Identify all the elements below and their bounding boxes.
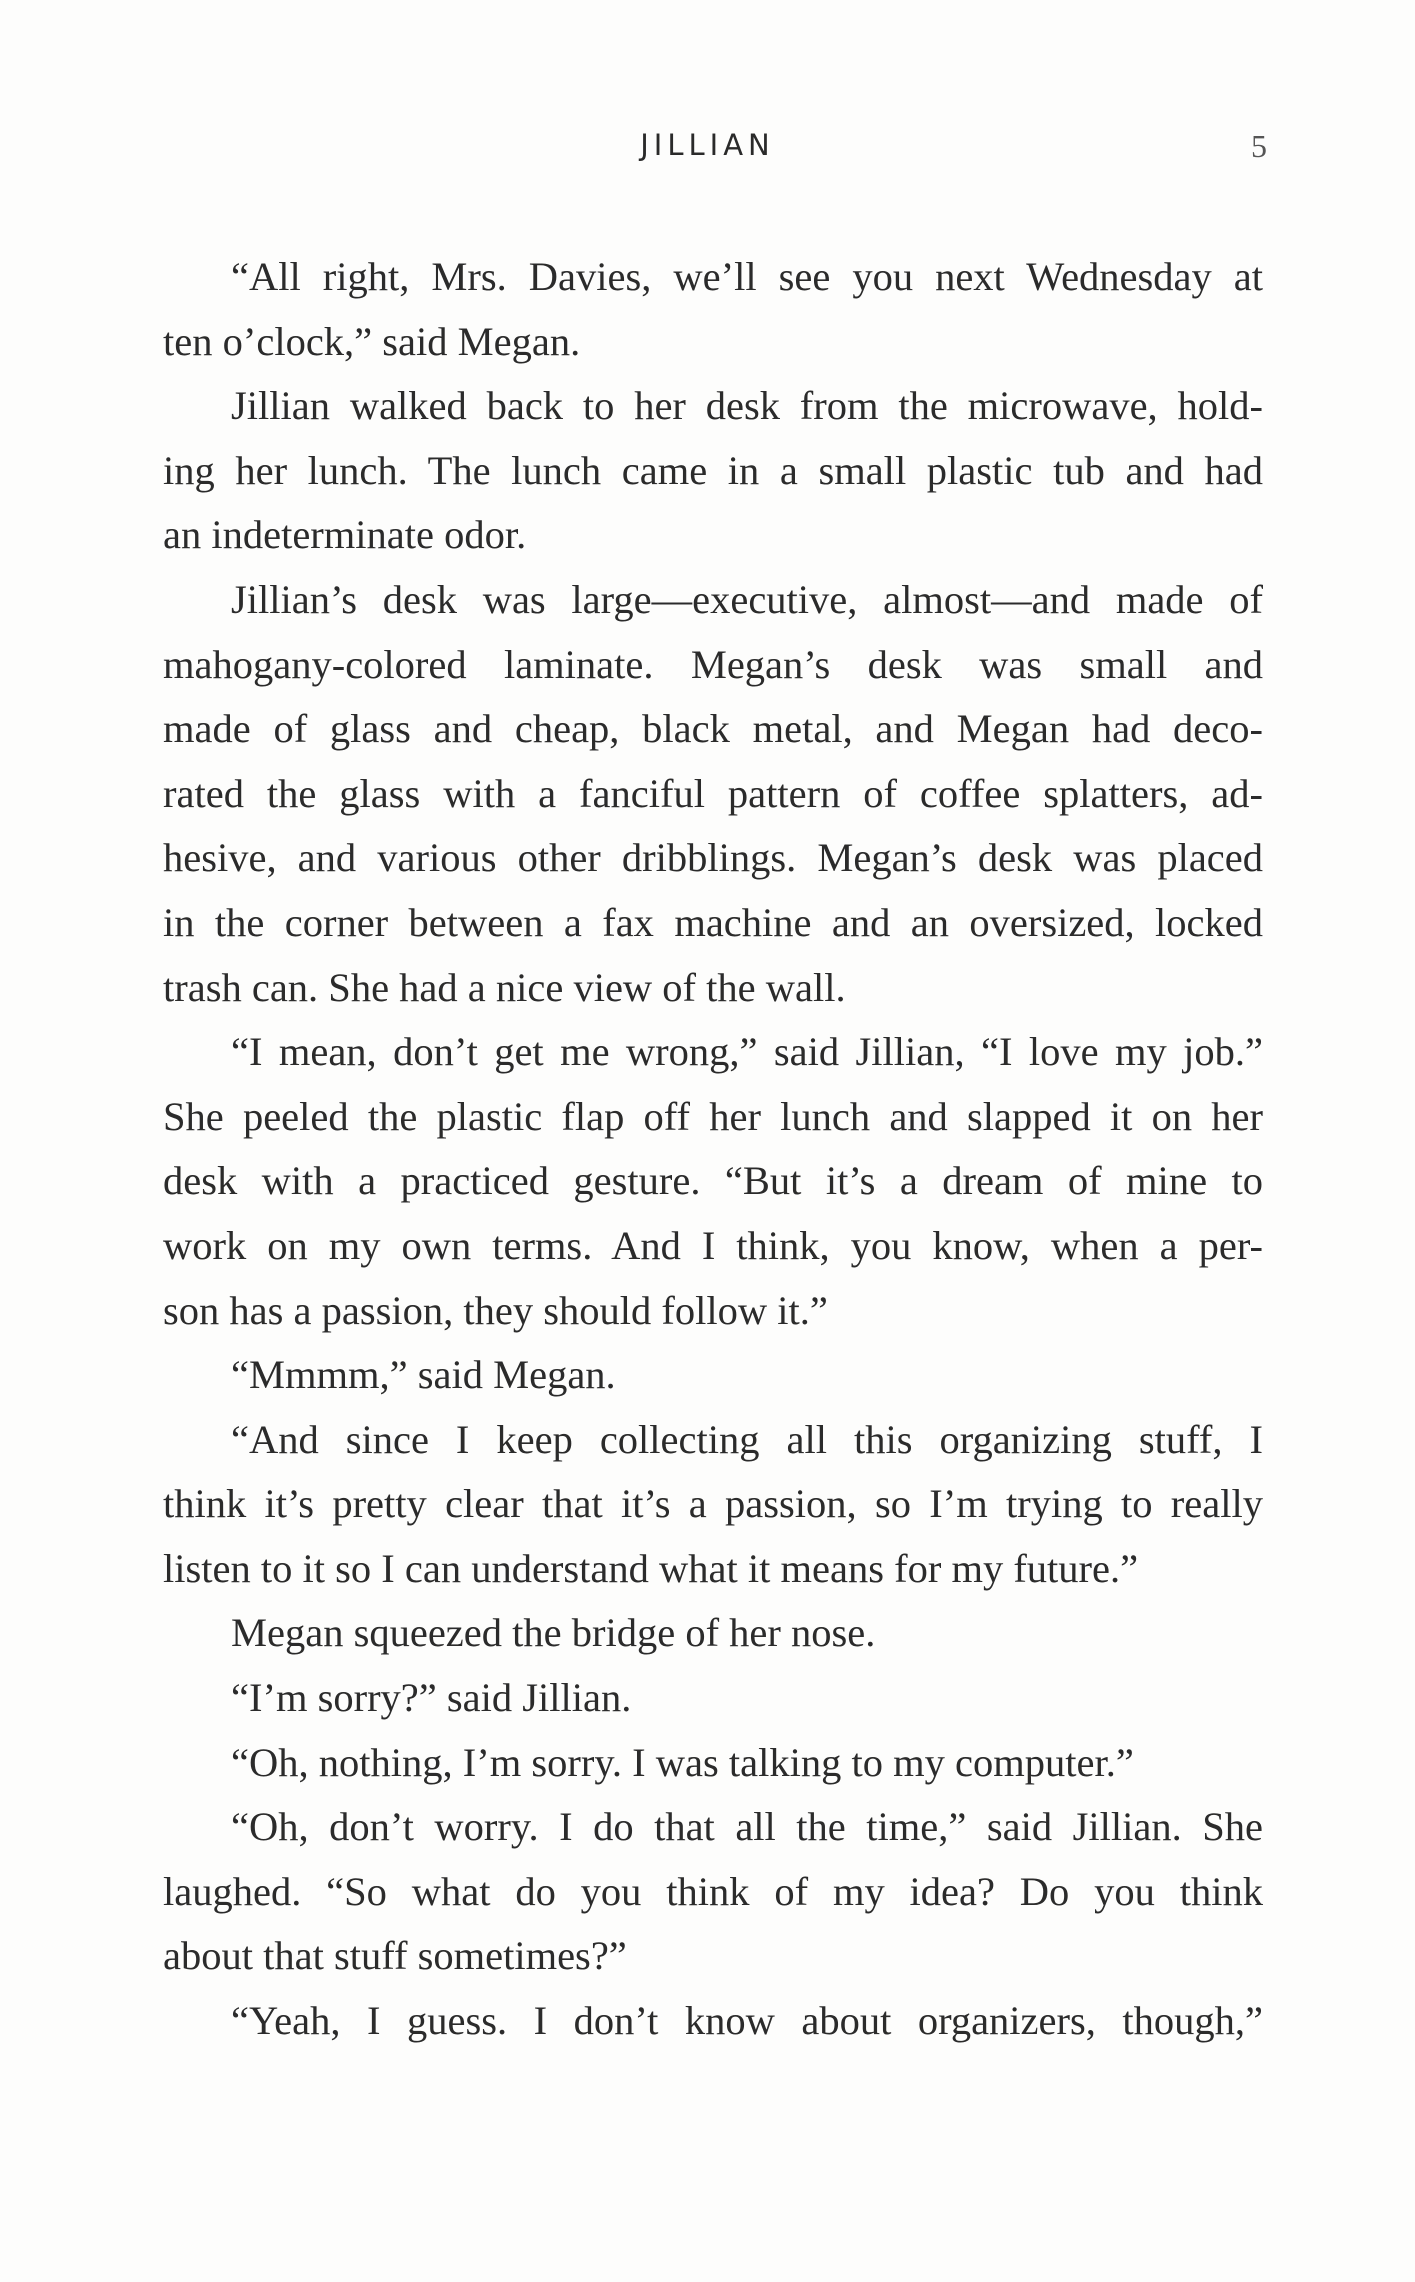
text-line: ing her lunch. The lunch came in a small plastic tub and had [163, 447, 1263, 493]
text-line: rated the glass with a fanciful pattern of coffee splatters, ad- [163, 770, 1263, 816]
text-line: trash can. She had a nice view of the wall. [163, 964, 846, 1010]
text-line: She peeled the plastic flap off her lunch and slapped it on her [163, 1093, 1263, 1139]
text-line: mahogany-colored laminate. Megan’s desk was small and [163, 641, 1263, 687]
text-line: laughed. “So what do you think of my idea? Do you think [163, 1868, 1263, 1914]
text-line: think it’s pretty clear that it’s a passion, so I’m trying to really [163, 1481, 1263, 1527]
text-line: made of glass and cheap, black metal, and Megan had deco- [163, 706, 1263, 752]
text-line: “Mmmm,” said Megan. [231, 1352, 616, 1398]
text-line: “All right, Mrs. Davies, we’ll see you next Wednesday at [231, 254, 1263, 299]
text-line: work on my own terms. And I think, you know, when a per- [163, 1222, 1263, 1268]
text-line: “I’m sorry?” said Jillian. [231, 1675, 632, 1721]
text-line: “Oh, nothing, I’m sorry. I was talking to my computer.” [231, 1739, 1134, 1785]
text-line: in the corner between a fax machine and an oversized, locked [163, 899, 1263, 945]
text-line: “I mean, don’t get me wrong,” said Jillian, “I love my job.” [231, 1029, 1263, 1075]
text-line: “And since I keep collecting all this organizing stuff, I [231, 1416, 1263, 1462]
text-line: “Oh, don’t worry. I do that all the time,” said Jillian. She [231, 1804, 1263, 1850]
text-line: Jillian’s desk was large—executive, almost—and made of [231, 576, 1263, 622]
body-text [163, 245, 1263, 2054]
text-line: an indeterminate odor. [163, 512, 527, 558]
running-head: JILLIAN [640, 128, 775, 162]
text-line: desk with a practiced gesture. “But it’s a dream of mine to [163, 1158, 1263, 1204]
page-number: 5 [1251, 128, 1267, 164]
text-line: son has a passion, they should follow it.” [163, 1287, 828, 1333]
text-line: about that stuff sometimes?” [163, 1933, 627, 1979]
text-line: hesive, and various other dribblings. Megan’s desk was placed [163, 835, 1263, 881]
text-line: Jillian walked back to her desk from the microwave, hold- [231, 383, 1263, 429]
text-line: listen to it so I can understand what it means for my future.” [163, 1545, 1139, 1591]
text-line: “Yeah, I guess. I don’t know about organizers, though,” [231, 1998, 1263, 2044]
text-line: ten o’clock,” said Megan. [163, 318, 581, 364]
text-line: Megan squeezed the bridge of her nose. [231, 1610, 876, 1656]
